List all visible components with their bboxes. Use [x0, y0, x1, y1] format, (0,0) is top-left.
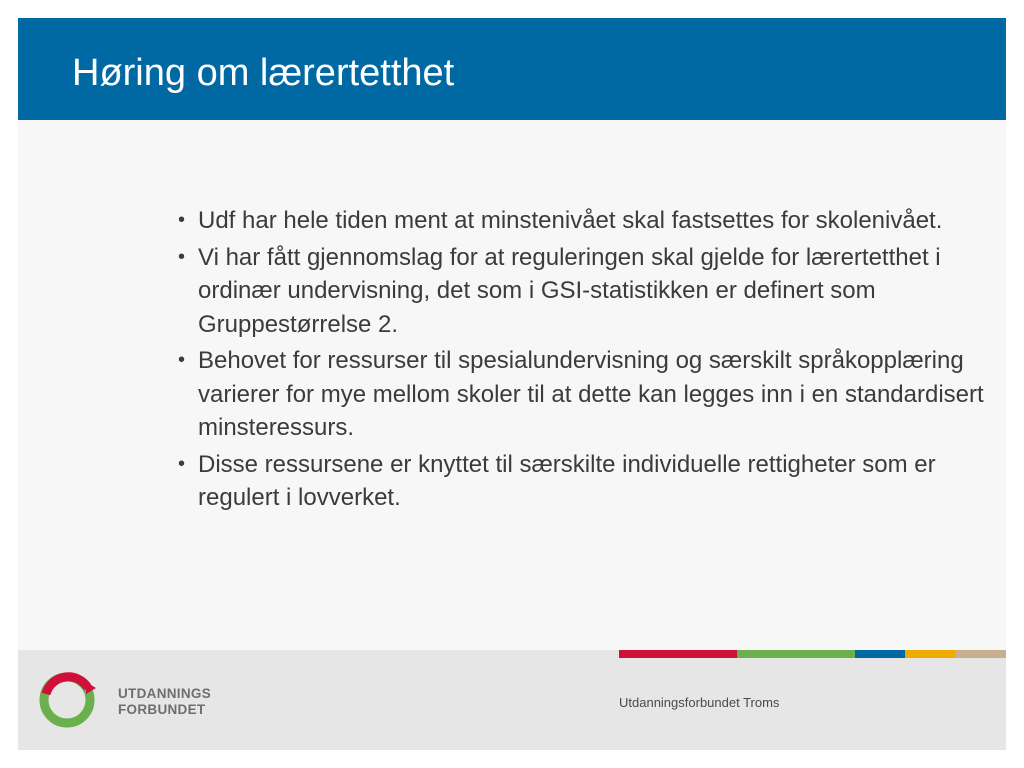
bullet-text: Behovet for ressurser til spesialundervisning og særskilt språkopplæring varierer for mye mellom skoler til at dette kan legges inn i en standardisert minsteressurs. — [198, 347, 984, 441]
logo-line-2: FORBUNDET — [118, 702, 206, 717]
slide-title: Høring om lærertetthet — [72, 52, 455, 94]
bullet-text: Vi har fått gjennomslag for at reguleringen skal gjelde for lærertetthet i ordinær undervisning, det som i GSI-statistikken er definert som Gruppestørrelse 2. — [198, 243, 941, 338]
bullet-text: Udf har hele tiden ment at minstenivået skal fastsettes for skolenivået. — [198, 207, 943, 234]
bullet-item — [176, 344, 986, 445]
color-stripe-red — [619, 650, 737, 658]
bullet-marker: • — [178, 209, 186, 231]
organization-logo — [36, 666, 216, 734]
color-stripe-blue — [855, 650, 905, 658]
logo-ring-icon — [36, 666, 106, 734]
footer — [18, 650, 1006, 750]
footer-organization: Utdanningsforbundet Troms — [619, 695, 780, 710]
bullet-marker: • — [178, 349, 186, 371]
bullet-item — [176, 204, 986, 238]
bullet-marker: • — [178, 245, 186, 268]
bullet-text: Disse ressursene er knyttet til særskilte individuelle rettigheter som er regulert i lovverket. — [198, 450, 936, 511]
color-stripe-tan — [955, 650, 1006, 658]
title-bar — [18, 18, 1006, 120]
bullet-item — [176, 448, 986, 515]
bullet-item — [176, 241, 986, 342]
logo-wordmark — [118, 686, 211, 718]
color-stripe-green — [737, 650, 855, 658]
color-stripe-yellow — [905, 650, 955, 658]
slide — [18, 18, 1006, 750]
bullet-list — [176, 204, 986, 518]
bullet-marker: • — [178, 452, 186, 475]
logo-line-1: UTDANNINGS — [118, 686, 211, 701]
